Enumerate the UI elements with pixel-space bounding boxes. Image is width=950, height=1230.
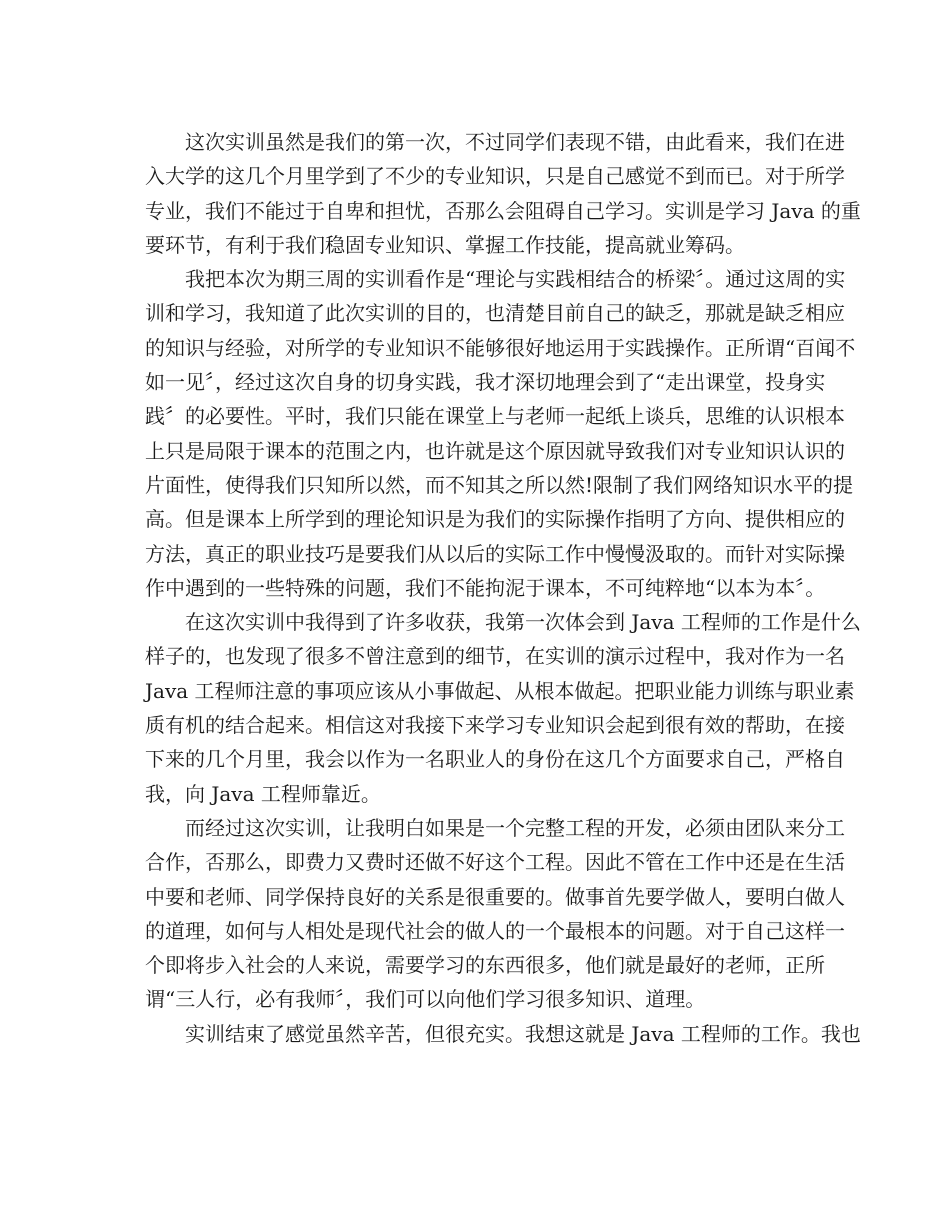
text-line: 高。但是课本上所学到的理论知识是为我们的实际操作指明了方向、提供相应的 <box>145 507 845 532</box>
paragraph-2 <box>145 262 856 605</box>
paragraph-3 <box>145 605 861 811</box>
text-line: 我，向 Java 工程师靠近。 <box>145 781 381 806</box>
text-line: 要环节，有利于我们稳固专业知识、掌握工作技能，提高就业筹码。 <box>145 232 745 257</box>
text-line: 下来的几个月里，我会以作为一名职业人的身份在这几个方面要求自己，严格自 <box>145 747 845 772</box>
text-line: 这次实训虽然是我们的第一次，不过同学们表现不错，由此看来，我们在进 <box>185 130 845 154</box>
text-line: 在这次实训中我得到了许多收获，我第一次体会到 Java 工程师的工作是什么 <box>185 610 861 635</box>
text-line: 样子的，也发现了很多不曾注意到的细节，在实训的演示过程中，我对作为一名 <box>145 644 845 669</box>
text-line: 方法，真正的职业技巧是要我们从以后的实际工作中慢慢汲取的。而针对实际操 <box>145 541 845 566</box>
text-line: 的知识与经验，对所学的专业知识不能够很好地运用于实践操作。正所谓“百闻不 <box>145 335 856 360</box>
text-line: 个即将步入社会的人来说，需要学习的东西很多，他们就是最好的老师，正所 <box>145 953 825 978</box>
text-line: 的道理，如何与人相处是现代社会的做人的一个最根本的问题。对于自己这样一 <box>145 918 845 943</box>
text-line: 实训结束了感觉虽然辛苦，但很充实。我想这就是 Java 工程师的工作。我也 <box>185 1021 861 1046</box>
text-line: 片面性，使得我们只知所以然，而不知其之所以然!限制了我们网络知识水平的提 <box>145 472 854 497</box>
text-line: 如一见〞，经过这次自身的切身实践，我才深切地理会到了“走出课堂，投身实 <box>145 370 826 395</box>
text-line: 训和学习，我知道了此次实训的目的，也清楚目前自己的缺乏，那就是缺乏相应 <box>145 301 845 326</box>
text-line: 质有机的结合起来。相信这对我接下来学习专业知识会起到很有效的帮助，在接 <box>145 713 845 738</box>
text-line: 谓“三人行，必有我师〞，我们可以向他们学习很多知识、道理。 <box>145 987 706 1012</box>
text-line: 践〞的必要性。平时，我们只能在课堂上与老师一起纸上谈兵，思维的认识根本 <box>145 404 845 429</box>
text-line: 我把本次为期三周的实训看作是“理论与实践相结合的桥梁〞。通过这周的实 <box>185 267 846 292</box>
text-line: 专业，我们不能过于自卑和担忧，否那么会阻碍自己学习。实训是学习 Java 的重 <box>145 198 861 223</box>
text-line: 而经过这次实训，让我明白如果是一个完整工程的开发，必须由团队来分工 <box>185 815 845 840</box>
text-line: 合作，否那么，即费力又费时还做不好这个工程。因此不管在工作中还是在生活 <box>145 850 845 875</box>
document-body <box>145 125 861 1051</box>
text-line: 中要和老师、同学保持良好的关系是很重要的。做事首先要学做人，要明白做人 <box>145 884 845 909</box>
text-line: 入大学的这几个月里学到了不少的专业知识，只是自己感觉不到而已。对于所学 <box>145 164 845 189</box>
paragraph-5 <box>145 1017 861 1051</box>
paragraph-4 <box>145 811 845 1017</box>
paragraph-1 <box>145 125 861 262</box>
text-line: Java 工程师注意的事项应该从小事做起、从根本做起。把职业能力训练与职业素 <box>145 678 855 703</box>
text-line: 作中遇到的一些特殊的问题，我们不能拘泥于课本，不可纯粹地“以本为本〞。 <box>145 575 826 600</box>
text-line: 上只是局限于课本的范围之内，也许就是这个原因就导致我们对专业知识认识的 <box>145 438 845 463</box>
